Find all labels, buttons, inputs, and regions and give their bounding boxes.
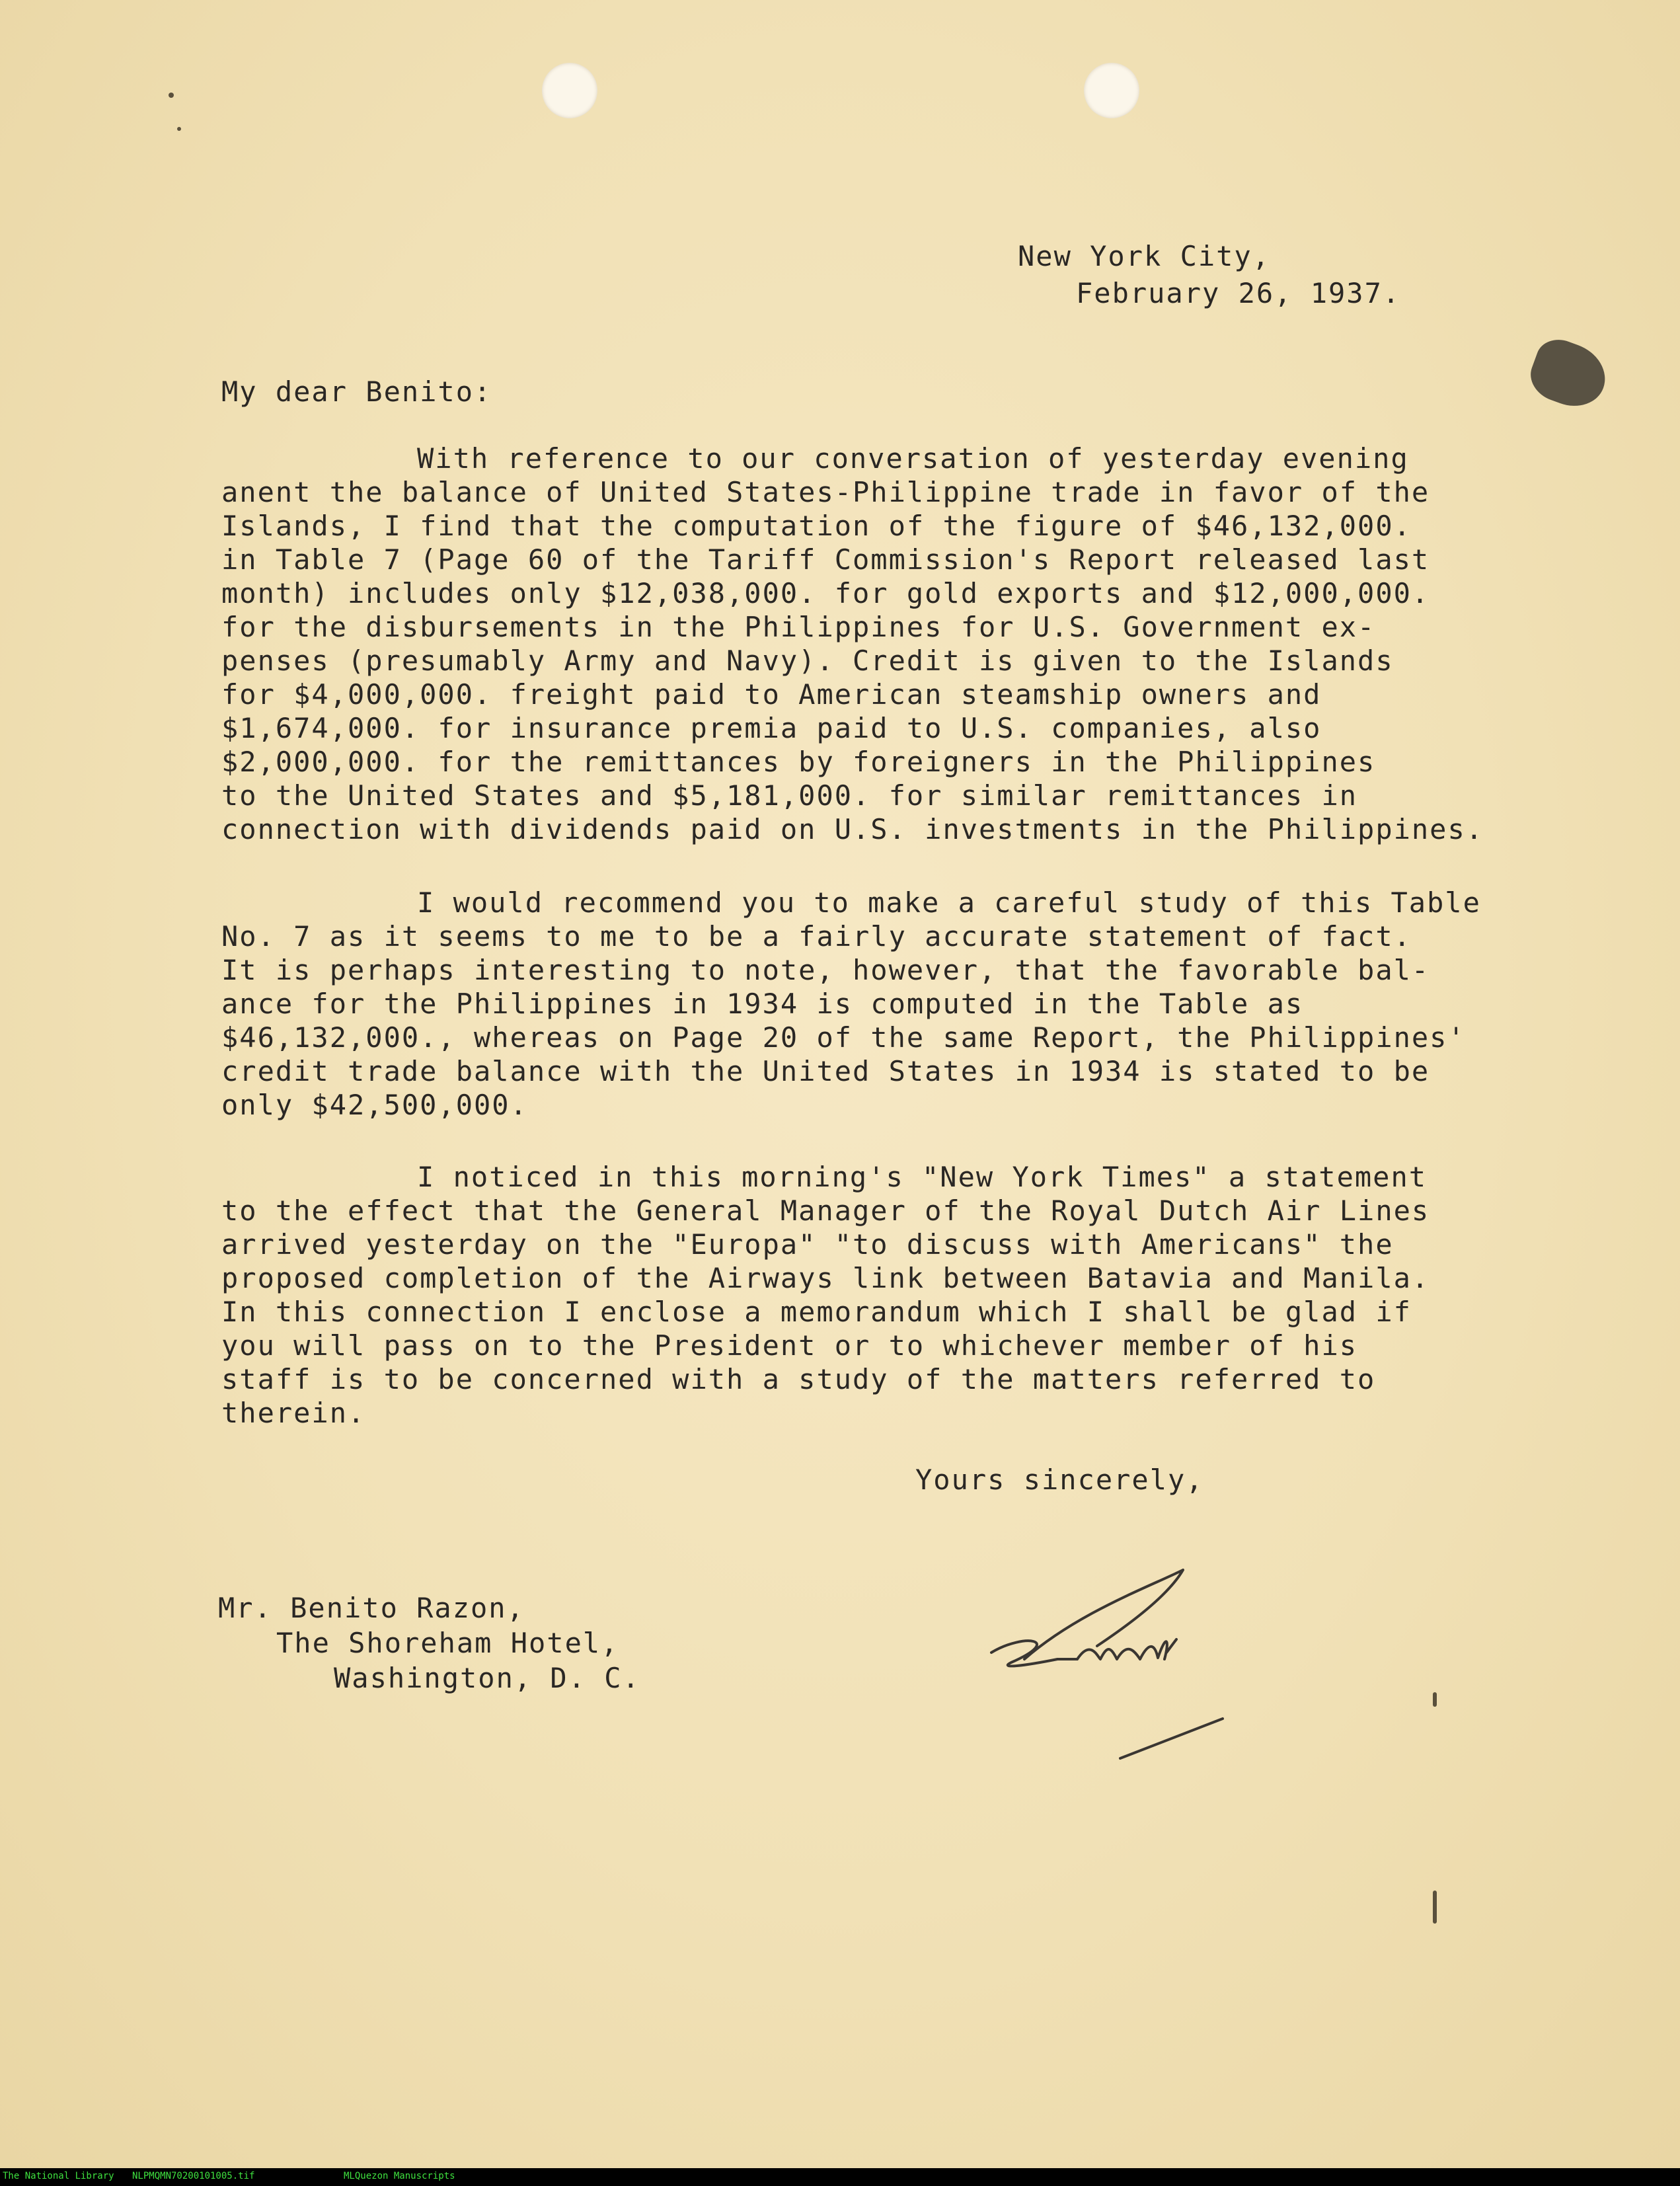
paragraph-line: In this connection I enclose a memorandum which I shall be glad if (221, 1296, 1412, 1328)
punch-hole (542, 63, 597, 118)
paragraph-line: No. 7 as it seems to me to be a fairly accurate statement of fact. (221, 920, 1412, 953)
paragraph-line: month) includes only $12,038,000. for gold exports and $12,000,000. (221, 577, 1430, 609)
paragraph-line: arrived yesterday on the "Europa" "to discuss with Americans" the (221, 1228, 1394, 1261)
paragraph-line: for the disbursements in the Philippines for U.S. Government ex- (221, 611, 1376, 643)
letter-place: New York City, (1018, 240, 1271, 272)
recipient-name: Mr. Benito Razon, (218, 1592, 525, 1624)
punch-hole (1084, 63, 1139, 118)
paper-speck (177, 127, 181, 131)
paragraph-line: you will pass on to the President or to whichever member of his (221, 1329, 1358, 1362)
paragraph-line: in Table 7 (Page 60 of the Tariff Commission's Report released last (221, 543, 1430, 576)
paragraph-line: therein. (221, 1397, 366, 1429)
paragraph-line: It is perhaps interesting to note, however, that the favorable bal- (221, 954, 1430, 986)
body-paragraph-1 (221, 442, 1484, 846)
paragraph-line: penses (presumably Army and Navy). Credit is given to the Islands (221, 644, 1394, 677)
recipient-hotel: The Shoreham Hotel, (276, 1627, 619, 1659)
paper-speck (169, 93, 174, 98)
paragraph-line: only $42,500,000. (221, 1089, 528, 1121)
body-paragraph-2 (221, 886, 1481, 1122)
paragraph-line: I noticed in this morning's "New York Times" a statement (417, 1161, 1428, 1193)
paragraph-line: $1,674,000. for insurance premia paid to U.S. companies, also (221, 712, 1322, 744)
paragraph-line: anent the balance of United States-Philippine trade in favor of the (221, 476, 1430, 508)
paragraph-line: With reference to our conversation of yesterday evening (417, 442, 1409, 475)
paragraph-line: $2,000,000. for the remittances by foreigners in the Philippines (221, 746, 1376, 778)
signature-underline (1120, 1719, 1223, 1758)
paragraph-line: to the effect that the General Manager of the Royal Dutch Air Lines (221, 1194, 1430, 1227)
letter-date: February 26, 1937. (1076, 277, 1401, 309)
body-paragraph-3 (221, 1160, 1430, 1430)
paragraph-line: to the United States and $5,181,000. for similar remittances in (221, 779, 1358, 812)
paragraph-line: for $4,000,000. freight paid to American steamship owners and (221, 678, 1322, 711)
closing: Yours sincerely, (915, 1464, 1204, 1496)
paragraph-line: $46,132,000., whereas on Page 20 of the same Report, the Philippines' (221, 1021, 1466, 1054)
recipient-city: Washington, D. C. (334, 1662, 640, 1694)
paper-speck (1433, 1692, 1437, 1707)
paragraph-line: ance for the Philippines in 1934 is computed in the Table as (221, 988, 1304, 1020)
paragraph-line: Islands, I find that the computation of the figure of $46,132,000. (221, 510, 1412, 542)
signature-stroke (991, 1570, 1183, 1666)
paper-speck (1433, 1891, 1437, 1924)
footer-library: The National Library (3, 2171, 114, 2181)
paragraph-line: connection with dividends paid on U.S. investments in the Philippines. (221, 813, 1484, 845)
paragraph-line: proposed completion of the Airways link between Batavia and Manila. (221, 1262, 1430, 1294)
footer-collection: MLQuezon Manuscripts (344, 2171, 455, 2181)
ink-stain (1524, 333, 1615, 416)
paragraph-line: I would recommend you to make a careful study of this Table (417, 886, 1481, 919)
paragraph-line: credit trade balance with the United States in 1934 is stated to be (221, 1055, 1430, 1087)
paragraph-line: staff is to be concerned with a study of the matters referred to (221, 1363, 1376, 1395)
salutation: My dear Benito: (221, 375, 492, 408)
signature-image (985, 1560, 1302, 1778)
footer-file-id: NLPMQMN70200101005.tif (132, 2171, 255, 2181)
